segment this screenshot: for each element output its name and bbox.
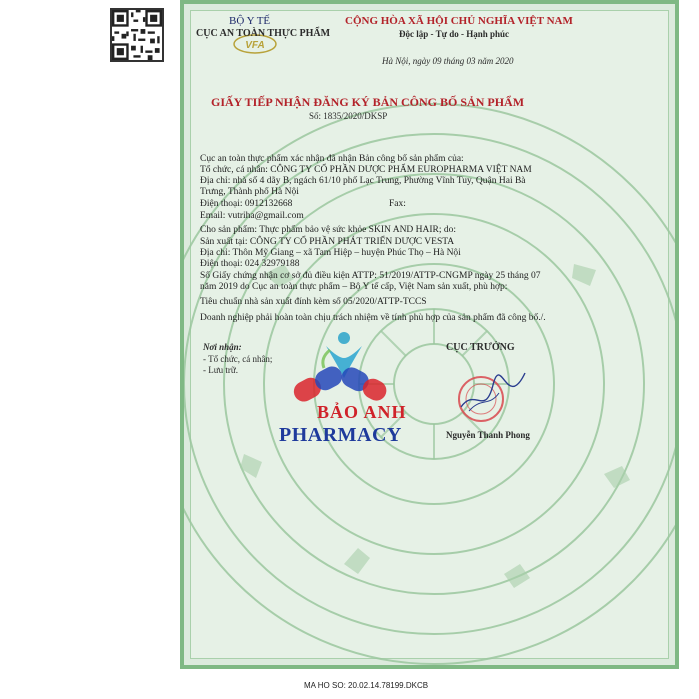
pharmacy-brand-name: BẢO ANH: [317, 402, 407, 422]
body-line-manufacturer: Sản xuất tại: CÔNG TY CỔ PHẦN PHÁT TRIỂN DƯỢC VESTA: [200, 237, 455, 247]
recipient-item-1: - Tổ chức, cá nhân;: [203, 354, 273, 364]
dossier-code: MA HO SO: 20.02.14.78199.DKCB: [304, 681, 429, 690]
qr-code-pattern: [112, 10, 162, 60]
signatory-name: Nguyễn Thanh Phong: [446, 430, 530, 440]
pharmacy-brand-sub: PHARMACY: [279, 424, 402, 446]
body-line-organization: Tổ chức, cá nhân: CÔNG TY CỔ PHẦN DƯỢC PHẨM EUROPHARMA VIỆT NAM: [200, 165, 532, 175]
body-line-address: Địa chỉ: nhà số 4 dãy B, ngách 61/10 phố Lạc Trung, Phường Vĩnh Tuy, Quận Hai Bà: [200, 176, 526, 186]
signatory-title: CỤC TRƯỞNG: [446, 342, 515, 353]
body-line-standard: Tiêu chuẩn nhà sản xuất đính kèm số 05/2020/ATTP-TCCS: [200, 297, 427, 307]
body-line-cert: Số Giấy chứng nhận cơ sở đủ điều kiện ATTP: 51/2019/ATTP-CNGMP ngày 25 tháng 07: [200, 271, 541, 281]
body-line-address-cont: Trưng, Thành phố Hà Nội: [200, 187, 299, 197]
vfa-logo-text: VFA: [245, 40, 265, 51]
recipient-item-2: - Lưu trữ.: [203, 365, 238, 375]
body-line-email: Email: vutriha@gmail.com: [200, 211, 304, 221]
body-line-fax: Fax:: [389, 199, 406, 209]
body-line-mfr-phone: Điện thoại: 024 32979188: [200, 259, 300, 269]
department-name: CỤC AN TOÀN THỰC PHẨM: [196, 28, 331, 39]
national-motto: Độc lập - Tự do - Hạnh phúc: [399, 29, 510, 39]
ministry-name: BỘ Y TẾ: [229, 15, 271, 27]
republic-heading: CỘNG HÒA XÃ HỘI CHỦ NGHĨA VIỆT NAM: [345, 15, 573, 27]
document-number: Số: 1835/2020/DKSP: [309, 111, 388, 121]
body-line-responsibility: Doanh nghiệp phải hoàn toàn chịu trách nhiệm về tính phù hợp của sản phẩm đã công bố./.: [200, 313, 546, 323]
body-line-product: Cho sản phẩm: Thực phẩm bảo vệ sức khỏe SKIN AND HAIR; do:: [200, 225, 457, 235]
qr-code: [110, 8, 164, 62]
recipients-label: Nơi nhận:: [203, 342, 242, 352]
place-date: Hà Nội, ngày 09 tháng 03 năm 2020: [382, 56, 514, 66]
body-line-phone: Điện thoại: 0912132668: [200, 199, 293, 209]
body-line-cert-cont: năm 2019 do Cục an toàn thực phẩm – Bộ Y tế cấp, Việt Nam sản xuất, phù hợp:: [200, 282, 508, 292]
official-stamp: [455, 367, 527, 429]
body-line-mfr-address: Địa chỉ: Thôn Mỹ Giang – xã Tam Hiệp – huyện Phúc Thọ – Hà Nội: [200, 248, 461, 258]
body-line-intro: Cục an toàn thực phẩm xác nhận đã nhận Bản công bố sản phẩm của:: [200, 154, 464, 164]
document-title: GIẤY TIẾP NHẬN ĐĂNG KÝ BẢN CÔNG BỐ SẢN PHẨM: [211, 95, 525, 109]
